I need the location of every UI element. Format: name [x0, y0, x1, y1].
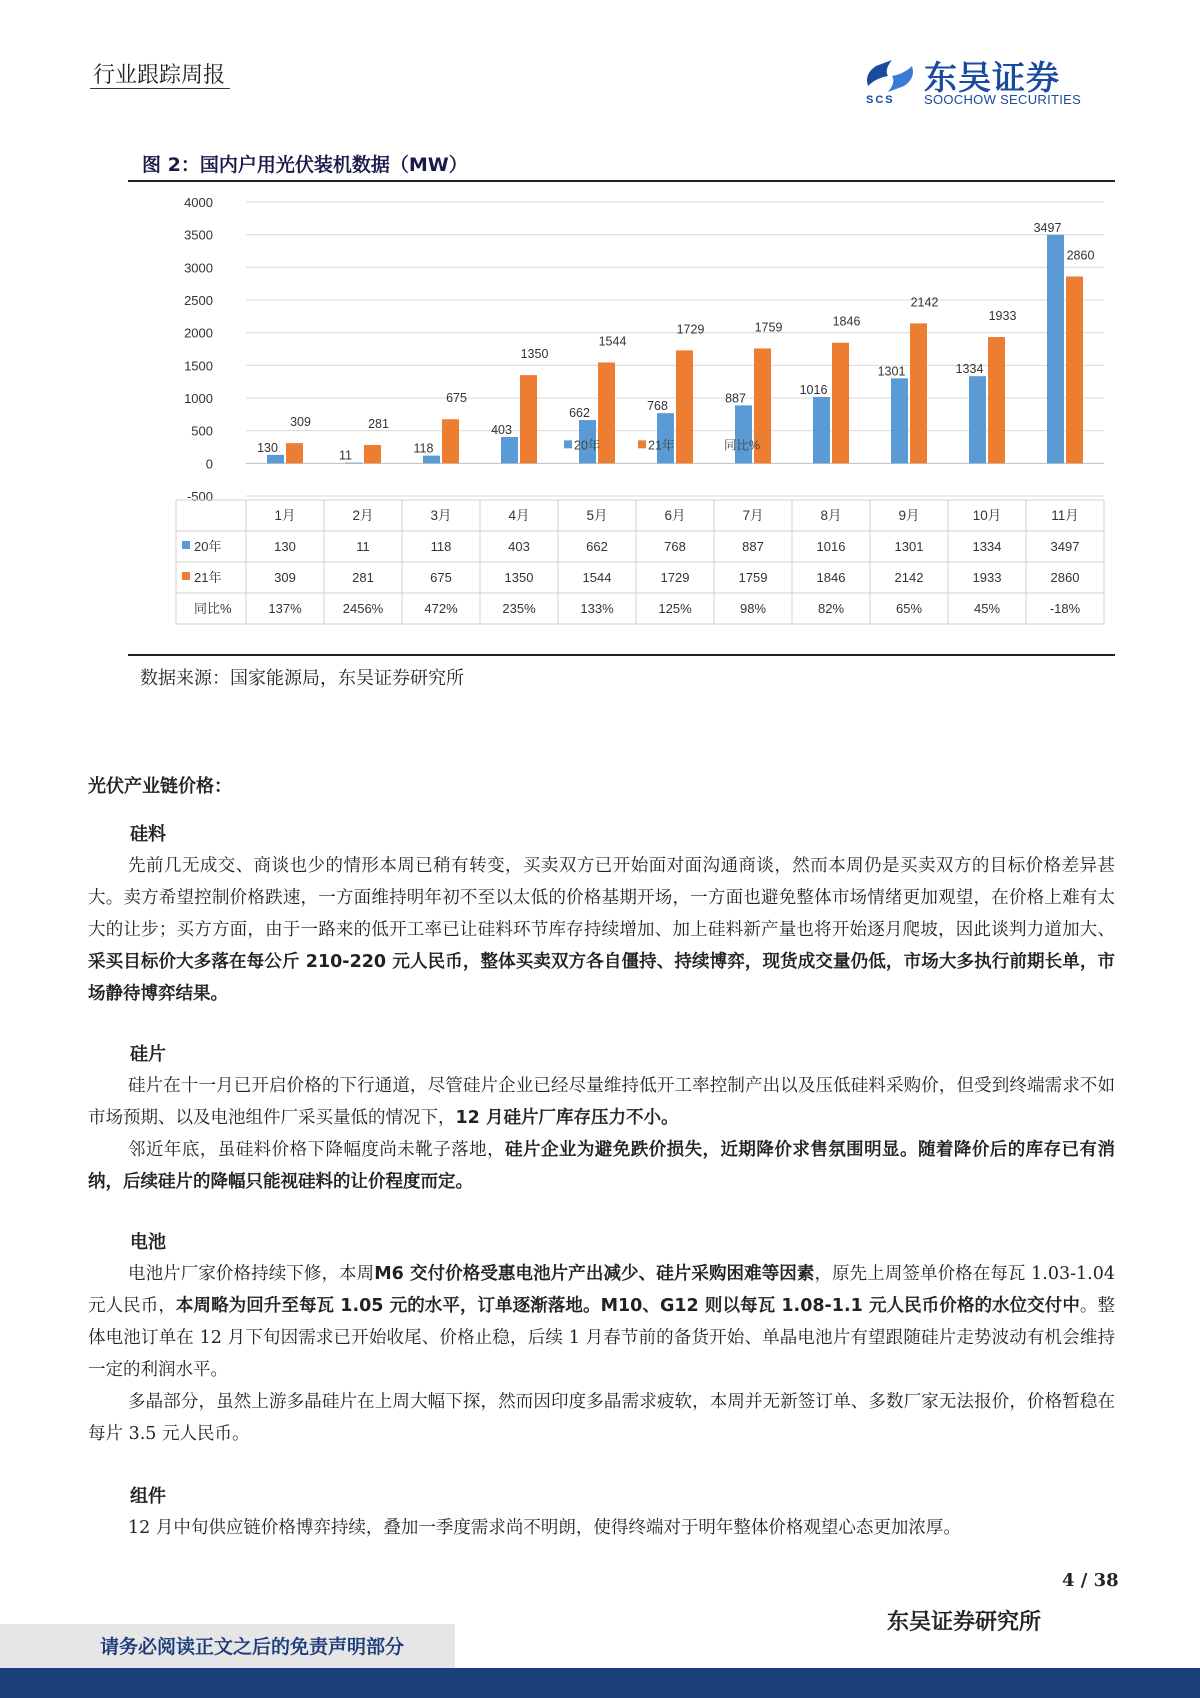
y-tick-label: 4000: [184, 195, 213, 210]
legend-overlay-swatch: [564, 440, 572, 448]
table-cell: 1933: [972, 570, 1002, 585]
bar-21: [442, 419, 459, 463]
legend-label: 21年: [194, 570, 222, 585]
x-tick-label: 3月: [430, 508, 452, 523]
wafer-text-2: 邻近年底，虽硅料价格下降幅度尚未靴子落地，: [128, 1140, 506, 1160]
cell-bold-b: M6 交付价格受惠电池片产出减少、硅片采购困难等因素: [374, 1264, 815, 1284]
logo-chinese-name: 东吴证券: [924, 58, 1060, 97]
y-tick-label: -500: [186, 489, 213, 504]
data-label-20: 887: [725, 391, 746, 406]
heading-cell: 电池: [130, 1232, 166, 1253]
data-label-21: 1544: [598, 334, 627, 349]
table-cell: 1729: [660, 570, 690, 585]
bar-21: [988, 337, 1005, 463]
table-cell: 137%: [268, 601, 302, 616]
x-tick-label: 1月: [274, 508, 296, 523]
legend-swatch: [182, 572, 190, 580]
silicon-material-text: 先前几无成交、商谈也少的情形本周已稍有转变，买卖双方已开始面对面沟通商谈，然而本周仍是买卖双方的目标价格差异甚大。卖方希望控制价格跌速，一方面维持明年初不至以太低的价格基期开场，一方面也避免整体市场情绪更加观望，在价格上难有太大的让步；买方方面，由于一路来的低开工率已让硅料环节库存持续增加、加上硅料新产量也将开始逐月爬坡，因此谈判力道加大、: [88, 856, 1115, 940]
data-label-21: 1759: [754, 320, 783, 335]
table-cell: 281: [352, 570, 374, 585]
figure-bottom-rule: [128, 654, 1115, 656]
table-cell: -18%: [1049, 601, 1081, 616]
table-cell: 675: [430, 570, 452, 585]
scs-logo-icon: [862, 56, 918, 96]
table-cell: 3497: [1050, 539, 1080, 554]
paragraph-module: 12 月中旬供应链价格博弈持续，叠加一季度需求尚不明朗，使得终端对于明年整体价格观望心态更加浓厚。: [128, 1518, 961, 1538]
footer-org: 东吴证券研究所: [887, 1609, 1042, 1635]
data-label-21: 1350: [520, 347, 549, 362]
legend-overlay-swatch: [638, 440, 646, 448]
table-cell: 82%: [817, 601, 845, 616]
table-cell: 1350: [504, 570, 534, 585]
bar-20: [969, 376, 986, 463]
bar-21: [832, 343, 849, 464]
bar-21: [364, 445, 381, 463]
x-tick-label: 9月: [898, 508, 920, 523]
cell-text-a: 电池片厂家价格持续下修，本周: [128, 1264, 375, 1284]
bar-20: [891, 378, 908, 463]
report-type: 行业跟踪周报: [93, 63, 226, 88]
x-tick-label: 8月: [820, 508, 842, 523]
legend-label: 同比%: [194, 601, 232, 616]
paragraph-wafer-2: [88, 1134, 1115, 1198]
table-cell: 65%: [895, 601, 923, 616]
y-tick-label: 1500: [184, 358, 213, 374]
bottom-bar: [0, 1668, 1200, 1698]
data-label-20: 403: [491, 423, 512, 438]
bar-20: [267, 455, 284, 463]
wafer-bold-2: 硅片企业为避免跌价损失，近期降价求售氛围明显。随着降价后的库存已有消纳，后续硅片的降幅只能视硅料的让价程度而定。: [88, 1140, 1116, 1192]
table-cell: 1334: [972, 539, 1002, 554]
data-label-21: 281: [368, 416, 389, 431]
section-title: 光伏产业链价格：: [88, 776, 232, 797]
cell-text-e: 。整体电池订单在 12 月下旬因需求已开始收尾、价格止稳，后续 1 月春节前的备货开始、单晶电池片有望跟随硅片走势波动有机会维持一定的利润水平。: [88, 1296, 1116, 1380]
table-cell: 309: [274, 570, 296, 585]
disclaimer-text: 请务必阅读正文之后的免责声明部分: [100, 1636, 405, 1658]
cell-bold-d: 本周略为回升至每瓦 1.05 元的水平，订单逐渐落地。M10、G12 则以每瓦 1.08-1.1 元人民币价格的水位交付中: [175, 1296, 1080, 1316]
bar-21: [598, 362, 615, 463]
table-cell: 662: [586, 539, 608, 554]
data-label-21: 675: [446, 391, 467, 406]
table-cell: 1544: [582, 570, 612, 585]
table-cell: 118: [430, 539, 452, 554]
data-label-20: 3497: [1033, 220, 1062, 235]
table-cell: 1301: [894, 539, 924, 554]
data-label-20: 118: [413, 441, 434, 456]
y-tick-label: 1000: [184, 391, 213, 406]
data-label-20: 1016: [799, 382, 828, 397]
logo-english-name: SOOCHOW SECURITIES: [924, 92, 1082, 107]
x-tick-label: 4月: [508, 508, 530, 523]
x-tick-label: 7月: [742, 508, 764, 523]
legend-overlay-label: 20年: [574, 438, 601, 453]
data-label-21: 309: [290, 415, 311, 430]
table-cell: 1846: [816, 570, 846, 585]
wafer-bold-1: 12 月硅片厂库存压力不小。: [455, 1108, 679, 1128]
y-tick-label: 3000: [184, 260, 213, 276]
y-tick-label: 2500: [184, 293, 213, 308]
table-cell: 403: [508, 539, 530, 554]
table-cell: 130: [274, 539, 296, 554]
silicon-material-bold: 采买目标价大多落在每公斤 210-220 元人民币，整体买卖双方各自僵持、持续博弈，现货成交量仍低，市场大多执行前期长单，市场静待博弈结果。: [88, 952, 1115, 1004]
heading-wafer: 硅片: [130, 1044, 166, 1065]
page-number: 4 / 38: [1062, 1570, 1119, 1591]
header-underline: [90, 88, 230, 89]
table-cell: 2142: [894, 570, 924, 585]
data-label-20: 662: [569, 406, 590, 421]
paragraph-cell-1: [88, 1258, 1115, 1386]
y-tick-label: 2000: [184, 325, 213, 341]
y-tick-label: 3500: [184, 227, 213, 243]
y-tick-label: 0: [205, 456, 213, 472]
data-label-21: 1933: [988, 309, 1017, 324]
paragraph-wafer-1: [88, 1070, 1115, 1134]
heading-module: 组件: [130, 1486, 166, 1507]
bar-21: [520, 375, 537, 463]
data-label-20: 130: [257, 440, 278, 455]
table-cell: 235%: [502, 601, 536, 616]
table-cell: 125%: [658, 601, 692, 616]
table-cell: 768: [664, 539, 686, 554]
pv-installation-chart: [128, 184, 1115, 634]
figure-top-rule: [128, 180, 1115, 182]
bar-21: [910, 323, 927, 463]
legend-swatch: [182, 541, 190, 549]
bar-20: [1047, 235, 1064, 463]
x-tick-label: 11月: [1051, 508, 1079, 523]
paragraph-silicon-material: [88, 850, 1115, 1010]
table-cell: 2860: [1050, 570, 1080, 585]
data-label-20: 1301: [877, 364, 906, 379]
data-label-20: 11: [339, 448, 352, 463]
table-cell: 887: [742, 539, 764, 554]
figure-title: 图 2：国内户用光伏装机数据（MW）: [142, 154, 468, 176]
paragraph-cell-2: 多晶部分，虽然上游多晶硅片在上周大幅下探，然而因印度多晶需求疲软，本周并无新签订单、多数厂家无法报价，价格暂稳在每片 3.5 元人民币。: [88, 1392, 1115, 1444]
legend-overlay-label: 21年: [648, 438, 675, 453]
bar-20: [345, 463, 362, 464]
bar-20: [423, 456, 440, 464]
cell-text-c: ，原先上周签单价格在每瓦 1.03-1.04 元人民币，: [88, 1264, 1116, 1316]
bar-21: [676, 350, 693, 463]
data-label-21: 2860: [1066, 248, 1095, 263]
table-cell: 98%: [739, 601, 767, 616]
wafer-text-1: 硅片在十一月已开启价格的下行通道，尽管硅片企业已经尽量维持低开工率控制产出以及压低硅料采购价，但受到终端需求不如市场预期、以及电池组件厂采买量低的情况下，: [88, 1076, 1115, 1128]
x-tick-label: 10月: [972, 508, 1002, 523]
company-logo: [862, 52, 1102, 108]
data-label-20: 1334: [955, 362, 984, 377]
table-cell: 1759: [738, 570, 768, 585]
figure-source: 数据来源：国家能源局，东吴证券研究所: [140, 668, 464, 689]
x-tick-label: 6月: [664, 508, 686, 523]
table-cell: 45%: [973, 601, 1001, 616]
bar-20: [501, 437, 518, 463]
legend-label: 20年: [194, 539, 222, 554]
table-cell: 2456%: [342, 601, 384, 616]
data-label-21: 1846: [832, 314, 861, 329]
bar-21: [1066, 276, 1083, 463]
y-tick-label: 500: [191, 423, 213, 439]
data-label-21: 1729: [676, 322, 705, 337]
logo-abbr: SCS: [866, 94, 895, 106]
data-label-21: 2142: [910, 295, 939, 310]
bar-21: [286, 443, 303, 463]
x-tick-label: 2月: [352, 508, 374, 523]
x-tick-label: 5月: [586, 508, 608, 523]
legend-overlay-label: 同比%: [724, 438, 761, 453]
bar-20: [813, 397, 830, 463]
data-label-20: 768: [647, 399, 668, 414]
table-cell: 1016: [816, 539, 846, 554]
table-cell: 11: [356, 539, 370, 554]
table-cell: 472%: [424, 601, 458, 616]
bar-20: [735, 405, 752, 463]
heading-silicon-material: 硅料: [130, 824, 166, 845]
table-cell: 133%: [580, 601, 614, 616]
